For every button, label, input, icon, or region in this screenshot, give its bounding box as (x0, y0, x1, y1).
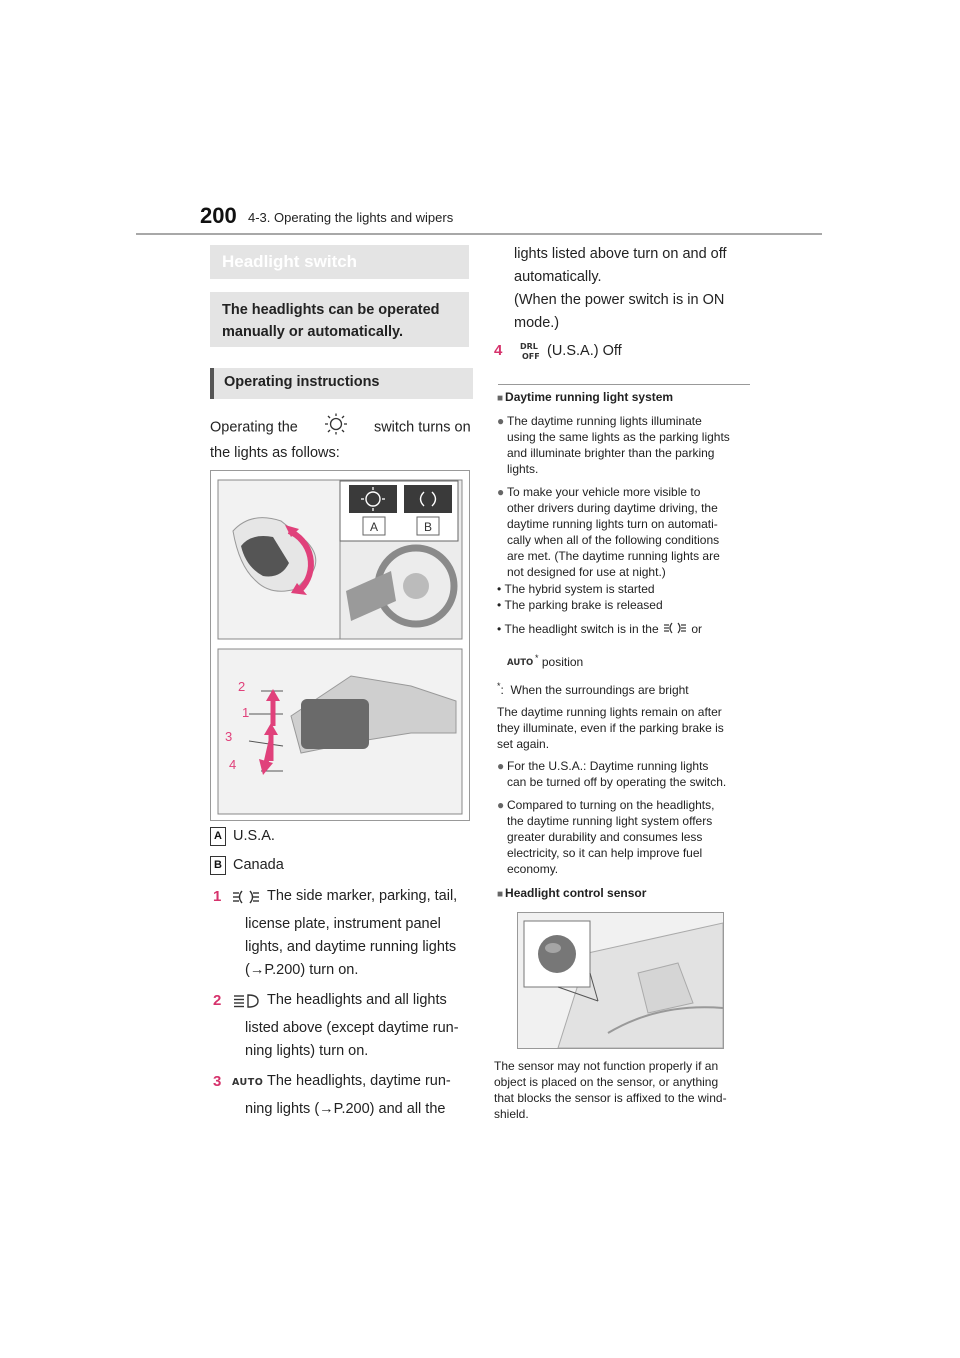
tail-light-icon (662, 621, 688, 639)
headlight-switch-figure (210, 470, 470, 821)
title-bar (210, 245, 469, 279)
drl-bullet-2-line: daytime running lights turn on automati- (507, 517, 718, 531)
page-number: 200 (200, 203, 237, 228)
drl-bullet-1 (497, 413, 757, 477)
step-3-number: 3 (213, 1073, 222, 1090)
circle-bullet-icon: ● (497, 414, 505, 428)
drl-bullet-3 (497, 758, 757, 790)
square-bullet-icon: ■ (497, 393, 504, 404)
inset-label-a: A (369, 520, 379, 534)
condition-2-text: The parking brake is released (504, 598, 663, 612)
sensor-heading (497, 886, 646, 900)
sun-icon (324, 413, 348, 442)
sensor-note-line: that blocks the sensor is affixed to the wind- (494, 1091, 727, 1105)
condition-1 (497, 581, 757, 597)
step-1-line-4: (→P.200) turn on. (245, 962, 359, 978)
drl-bullet-1-line: and illuminate brighter than the parking (507, 446, 715, 460)
step-4-text: (U.S.A.) Off (547, 343, 622, 359)
step-3-line-1: The headlights, daytime run- (267, 1073, 451, 1089)
sensor-note-line: The sensor may not function properly if an (494, 1059, 719, 1073)
condition-1-text: The hybrid system is started (504, 582, 655, 596)
auto-icon (507, 655, 535, 671)
drl-bullet-4-line: the daytime running light system offers (507, 814, 713, 828)
circle-bullet-icon: ● (497, 798, 505, 812)
condition-3-or: or (691, 622, 702, 637)
right-column-rule (498, 384, 750, 385)
legend-canada: Canada (233, 857, 284, 873)
tail-light-icon (231, 888, 261, 911)
step-2-number: 2 (213, 992, 222, 1009)
svg-text:OFF: OFF (522, 352, 540, 361)
drl-bullet-4 (497, 797, 757, 877)
operating-text-pre: Operating the (210, 419, 298, 436)
inset-label-b: B (423, 520, 433, 534)
operating-instructions-heading: Operating instructions (224, 374, 380, 390)
section-title: 4-3. Operating the lights and wipers (248, 210, 454, 225)
square-bullet-icon: ■ (497, 889, 504, 900)
drl-bullet-2-line: not designed for use at night.) (507, 565, 666, 579)
condition-2 (497, 597, 757, 613)
drl-bullet-4-line: greater durability and consumes less (507, 830, 703, 844)
drl-bullet-3-line: For the U.S.A.: Daytime running lights (507, 759, 709, 773)
circle-bullet-icon: ● (497, 759, 505, 773)
legend-tag-a: A (210, 827, 226, 846)
drl-bullet-2-line: other drivers during daytime driving, the (507, 501, 718, 515)
drl-bullet-2-line: To make your vehicle more visible to (507, 485, 701, 499)
page-heading: Headlight switch (222, 252, 358, 271)
drl-system-heading (497, 390, 673, 404)
drl-bullet-1-line: lights. (507, 462, 539, 476)
drl-system-heading-text: Daytime running light system (505, 390, 674, 404)
auto-icon (231, 1074, 263, 1093)
after-paragraph (497, 704, 757, 752)
legend-tag-b: B (210, 856, 226, 875)
drl-bullet-4-line: Compared to turning on the headlights, (507, 798, 715, 812)
sensor-note (494, 1058, 756, 1122)
condition-3-text: The headlight switch is in the (504, 622, 659, 637)
sensor-note-line: shield. (494, 1107, 529, 1121)
step-3-line-2: ning lights (→P.200) and all the (245, 1101, 446, 1117)
step-3-continued-3: (When the power switch is in ON (514, 292, 725, 308)
footnote-text: When the surroundings are bright (510, 683, 689, 697)
step-4-number: 4 (494, 342, 503, 359)
drl-bullet-2 (497, 484, 757, 580)
operating-text-post: switch turns on (373, 419, 471, 436)
after-paragraph-line: they illuminate, even if the parking brake is (497, 721, 724, 735)
sensor-note-line: object is placed on the sensor, or anything (494, 1075, 719, 1089)
drl-bullet-2-line: cally when all of the following conditions (507, 533, 720, 547)
drl-bullet-1-line: The daytime running lights illuminate (507, 414, 702, 428)
condition-3-position-text: position (541, 655, 584, 669)
condition-3 (497, 621, 757, 639)
legend-usa: U.S.A. (233, 828, 275, 844)
dot-bullet-icon: • (497, 598, 502, 612)
step-1-line-1: The side marker, parking, tail, (267, 888, 458, 904)
step-1-number: 1 (213, 888, 222, 905)
drl-bullet-4-line: economy. (507, 862, 559, 876)
lever-number-4: 4 (229, 757, 237, 772)
step-3-continued-1: lights listed above turn on and off (514, 246, 727, 262)
step-2-line-2: listed above (except daytime run- (245, 1020, 459, 1036)
step-1-line-2: license plate, instrument panel (245, 916, 441, 932)
step-2-line-3: ning lights) turn on. (245, 1043, 369, 1059)
step-3-continued-4: mode.) (514, 315, 560, 331)
dot-bullet-icon: • (497, 582, 502, 596)
circle-bullet-icon: ● (497, 485, 505, 499)
drl-bullet-2-line: are met. (The daytime running lights are (507, 549, 720, 563)
after-paragraph-line: set again. (497, 737, 550, 751)
after-paragraph-line: The daytime running lights remain on after (497, 705, 722, 719)
drl-bullet-3-line: can be turned off by operating the switch. (507, 775, 727, 789)
svg-text:AUTO: AUTO (232, 1077, 263, 1088)
intro-text: The headlights can be operated manually or automatically. (222, 302, 440, 340)
drl-bullet-4-line: electricity, so it can help improve fuel (507, 846, 703, 860)
drl-bullet-1-line: using the same lights as the parking lights (507, 430, 730, 444)
lever-number-3: 3 (225, 729, 233, 744)
svg-text:AUTO: AUTO (507, 657, 534, 667)
operating-instructions-bar (210, 368, 473, 399)
headlight-icon (231, 992, 261, 1015)
step-2-line-1: The headlights and all lights (267, 992, 447, 1008)
intro-box (210, 292, 469, 347)
operating-text-line2: the lights as follows: (210, 445, 340, 461)
operating-intro (210, 413, 472, 464)
step-1-line-3: lights, and daytime running lights (245, 939, 457, 955)
step-3-continued-2: automatically. (514, 269, 602, 285)
sensor-heading-text: Headlight control sensor (505, 886, 647, 900)
header-rule (136, 233, 822, 235)
condition-3-position: AUTO * position (507, 653, 584, 669)
sensor-figure (517, 912, 724, 1049)
drl-off-icon (517, 340, 541, 367)
dot-bullet-icon: • (497, 622, 502, 637)
lever-number-1: 1 (242, 705, 250, 720)
lever-number-2: 2 (238, 679, 246, 694)
svg-text:DRL: DRL (520, 342, 538, 351)
footnote: *: When the surroundings are bright (497, 681, 689, 697)
